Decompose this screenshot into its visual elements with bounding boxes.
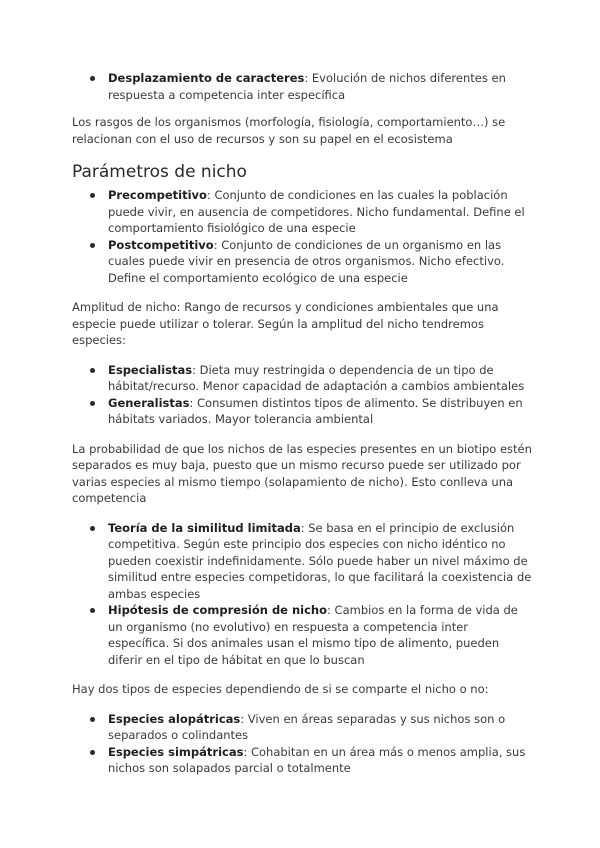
paragraph-niche-breadth: Amplitud de nicho: Rango de recursos y condiciones ambientales que una especie puede utilizar o tolerar. Según la amplitud del nicho tendremos especies: — [72, 300, 499, 347]
list-item — [72, 362, 532, 395]
item-description: : Cohabitan en un área más o menos amplia, sus nichos son solapados parcial o totalmente — [108, 744, 526, 775]
item-description: : Conjunto de condiciones de un organismo en las cuales puede vivir en presencia de otros organismos. Nicho efectivo. Define el comportamiento ecológico de una especie — [108, 237, 505, 285]
paragraph-species-kinds: Hay dos tipos de especies dependiendo de si se comparte el nicho o no: — [72, 682, 489, 696]
item-description: : Se basa en el principio de exclusión competitiva. Según este principio dos especies con nicho idéntico no pueden coexistir indefinidamente. Sólo puede haber un nivel máximo de similitud entre especies competidoras, lo que facilitará la coexistencia de ambas especies — [108, 520, 532, 601]
item-term: Especies alopátricas — [108, 711, 241, 726]
list-item — [72, 602, 532, 668]
list-item — [72, 70, 532, 103]
item-description: : Consumen distintos tipos de alimento. Se distribuyen en hábitats variados. Mayor tolerancia ambiental — [108, 395, 523, 426]
item-term: Hipótesis de compresión de nicho — [108, 603, 328, 617]
item-term: Desplazamiento de caracteres — [108, 71, 305, 85]
item-description: : Dieta muy restringida o dependencia de un tipo de hábitat/recurso. Menor capacidad de adaptación a cambios ambientales — [108, 362, 525, 393]
item-description: : Viven en áreas separadas y sus nichos son o separados o colindantes — [108, 711, 506, 742]
paragraph-traits: Los rasgos de los organismos (morfología, fisiología, comportamiento…) se relacionan con el uso de recursos y son su papel en el ecosistema — [72, 115, 506, 146]
item-description: : Evolución de nichos diferentes en respuesta a competencia inter específica — [108, 71, 506, 102]
list-item — [72, 711, 532, 744]
bullet-list-parameters — [72, 187, 532, 286]
bullet-list-theories — [72, 520, 532, 669]
list-item — [72, 187, 532, 237]
item-term: Especialistas — [108, 362, 193, 377]
item-description: : Cambios en la forma de vida de un organismo (no evolutivo) en respuesta a competencia inter específica. Si dos animales usan el mismo tipo de alimento, pueden diferir en el tipo de hábitat en que lo buscan — [108, 603, 518, 667]
item-term: Generalistas — [108, 395, 190, 410]
list-item — [72, 395, 532, 428]
document-page — [72, 70, 532, 777]
section-heading: Parámetros de nicho — [72, 162, 247, 182]
item-term: Precompetitivo — [108, 188, 207, 202]
bullet-list-displacement — [72, 70, 532, 103]
item-description: : Conjunto de condiciones en las cuales la población puede vivir, en ausencia de competidores. Nicho fundamental. Define el comportamiento fisiológico de una especie — [108, 188, 525, 235]
item-term: Postcompetitivo — [108, 237, 214, 252]
paragraph-overlap: La probabilidad de que los nichos de las especies presentes en un biotipo estén separados es muy baja, puesto que un mismo recurso puede ser utilizado por varias especies al mismo tiempo (solapamiento de nicho). Esto conlleva una competencia — [72, 441, 532, 505]
list-item — [72, 744, 532, 777]
bullet-list-allopatric-sympatric — [72, 711, 532, 777]
item-term: Especies simpátricas — [108, 744, 244, 759]
bullet-list-species-types — [72, 362, 532, 428]
item-term: Teoría de la similitud limitada — [108, 520, 301, 535]
list-item — [72, 520, 532, 603]
list-item — [72, 237, 532, 287]
